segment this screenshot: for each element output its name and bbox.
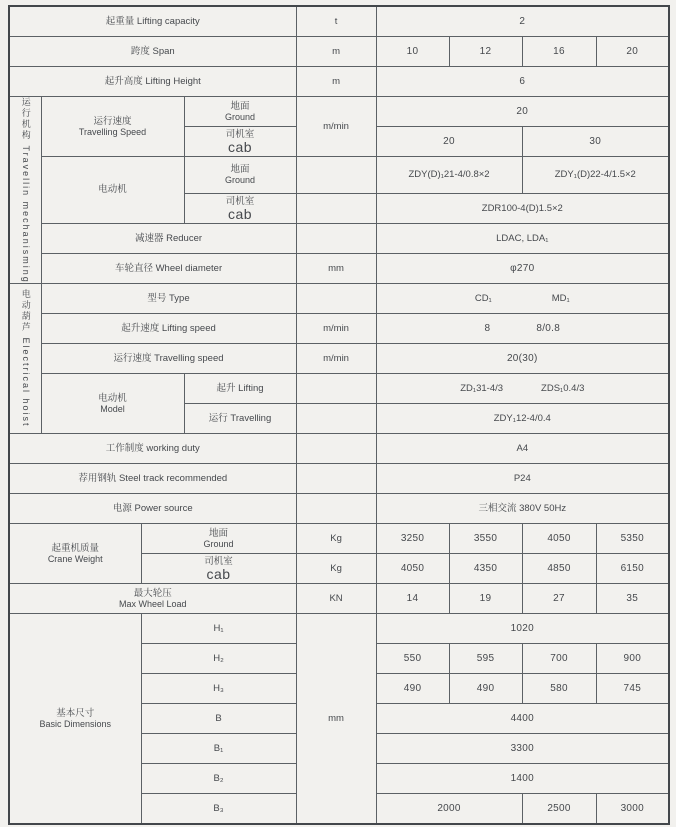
value-hoist-type: CD₁ MD₁	[376, 284, 669, 314]
sublabel-hoist-lifting: 起升 Lifting	[184, 374, 296, 404]
dimension-name-h2: H₂	[141, 644, 296, 674]
row-travelling-motor-ground	[9, 156, 669, 194]
value-lifting-capacity: 2	[376, 6, 669, 36]
row-lifting-capacity	[9, 6, 669, 36]
crane-weight-ground-3: 4050	[522, 524, 596, 554]
value-steel-track: P24	[376, 464, 669, 494]
value-wheel-diameter: φ270	[376, 254, 669, 284]
max-wheel-load-2: 19	[449, 584, 522, 614]
value-h2-4: 900	[596, 644, 669, 674]
value-h3-4: 745	[596, 674, 669, 704]
value-power-source: 三相交流 380V 50Hz	[376, 494, 669, 524]
span-value-2: 12	[449, 36, 522, 66]
max-wheel-load-1: 14	[376, 584, 449, 614]
sublabel-cab: 司机室 cab	[141, 554, 296, 584]
unit-lifting-capacity: t	[296, 6, 376, 36]
crane-weight-cab-1: 4050	[376, 554, 449, 584]
electrical-hoist-vertical-text: 电动葫芦 Electrical hoist	[20, 289, 31, 428]
unit-max-wheel-load: KN	[296, 584, 376, 614]
value-b2: 1400	[376, 764, 669, 794]
unit-crane-weight-ground: Kg	[296, 524, 376, 554]
label-hoist-lifting-speed: 起升速度 Lifting speed	[41, 314, 296, 344]
row-hoist-motor-lifting	[9, 374, 669, 404]
row-power-source	[9, 494, 669, 524]
unit-power-source	[296, 494, 376, 524]
span-value-4: 20	[596, 36, 669, 66]
dimension-name-h1: H₁	[141, 614, 296, 644]
unit-hoist-travelling-speed: m/min	[296, 344, 376, 374]
row-hoist-type	[9, 284, 669, 314]
label-lifting-height: 起升高度 Lifting Height	[9, 66, 296, 96]
value-speed-ground: 20	[376, 96, 669, 126]
sublabel-ground: 地面 Ground	[184, 96, 296, 126]
value-h3-2: 490	[449, 674, 522, 704]
crane-weight-ground-2: 3550	[449, 524, 522, 554]
unit-span: m	[296, 36, 376, 66]
row-wheel-diameter	[9, 254, 669, 284]
unit-hoist-motor-travelling	[296, 404, 376, 434]
label-reducer: 减速器 Reducer	[41, 224, 296, 254]
crane-weight-ground-4: 5350	[596, 524, 669, 554]
sublabel-hoist-travelling: 运行 Travelling	[184, 404, 296, 434]
dimension-name-b3: B₃	[141, 794, 296, 824]
value-lifting-height: 6	[376, 66, 669, 96]
row-travelling-speed-ground	[9, 96, 669, 126]
label-span: 跨度 Span	[9, 36, 296, 66]
unit-wheel-diameter: mm	[296, 254, 376, 284]
span-value-3: 16	[522, 36, 596, 66]
row-dimension-h1	[9, 614, 669, 644]
value-reducer: LDAC, LDA₁	[376, 224, 669, 254]
value-b: 4400	[376, 704, 669, 734]
value-motor-cab: ZDR100-4(D)1.5×2	[376, 194, 669, 224]
label-max-wheel-load: 最大轮压 Max Wheel Load	[9, 584, 296, 614]
unit-basic-dimensions: mm	[296, 614, 376, 824]
unit-motor-ground	[296, 156, 376, 194]
travelling-speed-en: Travelling Speed	[78, 126, 147, 137]
crane-weight-cab-4: 6150	[596, 554, 669, 584]
unit-motor-cab	[296, 194, 376, 224]
max-wheel-load-3: 27	[522, 584, 596, 614]
label-power-source: 电源 Power source	[9, 494, 296, 524]
label-working-duty: 工作制度 working duty	[9, 434, 296, 464]
dimension-name-h3: H₃	[141, 674, 296, 704]
unit-lifting-height: m	[296, 66, 376, 96]
value-h2-1: 550	[376, 644, 449, 674]
value-h2-2: 595	[449, 644, 522, 674]
label-crane-weight: 起重机质量 Crane Weight	[9, 524, 141, 584]
section-label-travelling-mechanism	[9, 96, 41, 284]
unit-crane-weight-cab: Kg	[296, 554, 376, 584]
value-h2-3: 700	[522, 644, 596, 674]
row-span	[9, 36, 669, 66]
value-h3-1: 490	[376, 674, 449, 704]
row-steel-track	[9, 464, 669, 494]
value-motor-ground-right: ZDY₁(D)22-4/1.5×2	[522, 156, 669, 194]
value-speed-cab-left: 20	[376, 126, 522, 156]
value-h1: 1020	[376, 614, 669, 644]
unit-steel-track	[296, 464, 376, 494]
row-hoist-lifting-speed	[9, 314, 669, 344]
value-speed-cab-right: 30	[522, 126, 669, 156]
span-value-1: 10	[376, 36, 449, 66]
value-hoist-motor-travelling: ZDY₁12-4/0.4	[376, 404, 669, 434]
dimension-name-b: B	[141, 704, 296, 734]
value-b3-c4: 3000	[596, 794, 669, 824]
value-motor-ground-left: ZDY(D)₁21-4/0.8×2	[376, 156, 522, 194]
unit-hoist-motor-lifting	[296, 374, 376, 404]
unit-hoist-lifting-speed: m/min	[296, 314, 376, 344]
value-b3-c3: 2500	[522, 794, 596, 824]
travelling-mechanism-vertical-text: 运行机构 Travellin mechanisming	[20, 96, 31, 284]
label-hoist-travelling-speed: 运行速度 Travelling speed	[41, 344, 296, 374]
travelling-speed-cn: 运行速度	[93, 115, 132, 127]
dimension-name-b1: B₁	[141, 734, 296, 764]
crane-specification-table	[8, 5, 670, 825]
sublabel-ground: 地面 Ground	[141, 524, 296, 554]
row-lifting-height	[9, 66, 669, 96]
crane-weight-ground-1: 3250	[376, 524, 449, 554]
unit-hoist-type	[296, 284, 376, 314]
label-travelling-motor: 电动机	[41, 156, 184, 224]
section-label-electrical-hoist	[9, 284, 41, 434]
value-b1: 3300	[376, 734, 669, 764]
value-b3-span: 2000	[376, 794, 522, 824]
max-wheel-load-4: 35	[596, 584, 669, 614]
sublabel-cab: 司机室 cab	[184, 126, 296, 156]
dimension-name-b2: B₂	[141, 764, 296, 794]
crane-weight-cab-3: 4850	[522, 554, 596, 584]
row-working-duty	[9, 434, 669, 464]
label-steel-track: 荐用钢轨 Steel track recommended	[9, 464, 296, 494]
row-reducer	[9, 224, 669, 254]
row-crane-weight-ground	[9, 524, 669, 554]
crane-weight-cab-2: 4350	[449, 554, 522, 584]
value-hoist-travelling-speed: 20(30)	[376, 344, 669, 374]
label-hoist-motor: 电动机 Model	[41, 374, 184, 434]
unit-working-duty	[296, 434, 376, 464]
row-hoist-travelling-speed	[9, 344, 669, 374]
value-h3-3: 580	[522, 674, 596, 704]
label-basic-dimensions: 基本尺寸 Basic Dimensions	[9, 614, 141, 824]
label-travelling-speed	[41, 96, 184, 156]
sublabel-ground: 地面 Ground	[184, 156, 296, 194]
unit-travelling-speed: m/min	[296, 96, 376, 156]
label-wheel-diameter: 车轮直径 Wheel diameter	[41, 254, 296, 284]
value-hoist-motor-lifting: ZD₁31-4/3 ZDS₁0.4/3	[376, 374, 669, 404]
sublabel-cab: 司机室 cab	[184, 194, 296, 224]
label-lifting-capacity: 起重量 Lifting capacity	[9, 6, 296, 36]
value-hoist-lifting-speed: 8 8/0.8	[376, 314, 669, 344]
unit-reducer	[296, 224, 376, 254]
row-max-wheel-load	[9, 584, 669, 614]
label-hoist-type: 型号 Type	[41, 284, 296, 314]
value-working-duty: A4	[376, 434, 669, 464]
